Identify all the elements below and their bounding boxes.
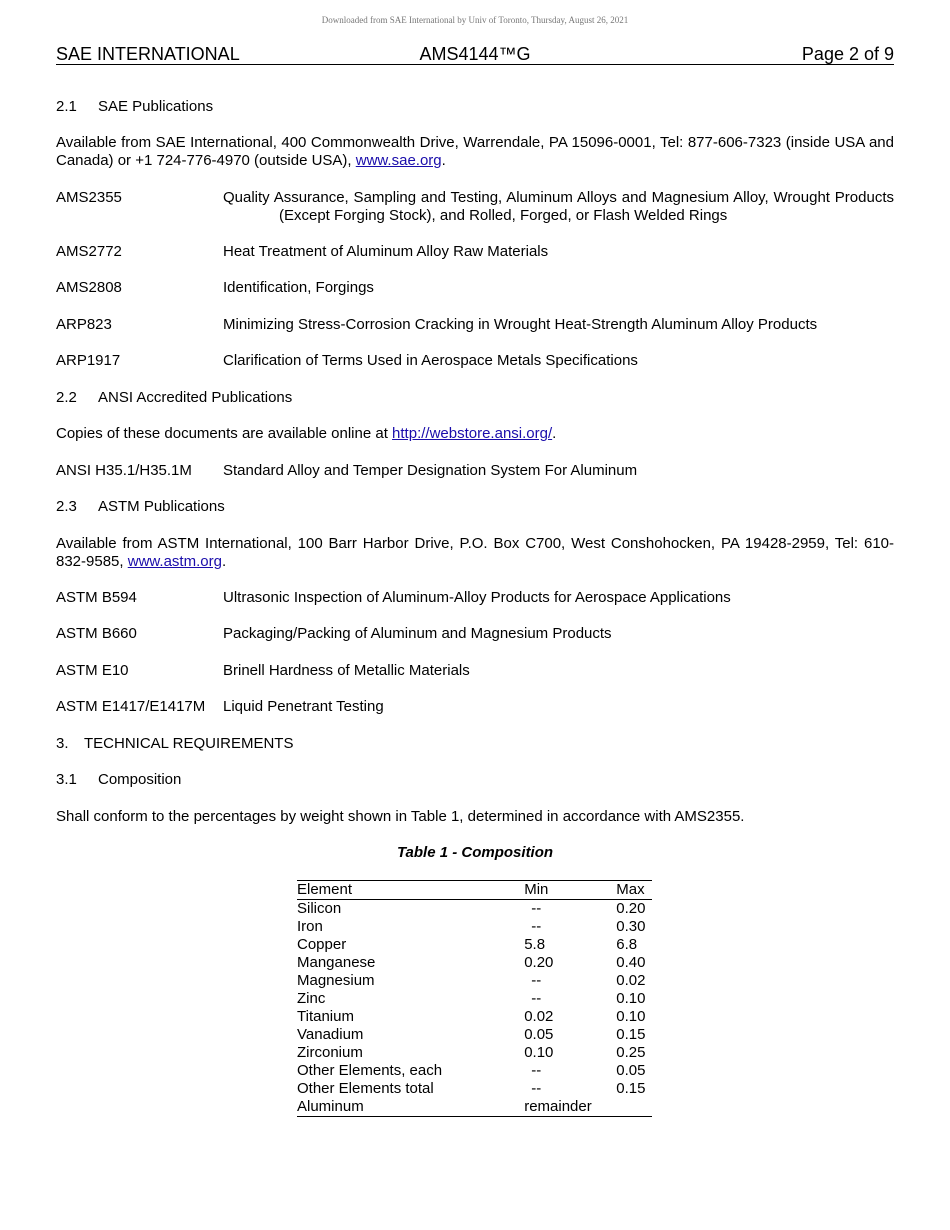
cell-min: 0.02 [524,1008,554,1025]
astm-website-link[interactable]: www.astm.org [127,553,222,570]
cell-max: 0.20 [616,900,646,917]
section-title: SAE Publications [98,98,214,115]
section-title: ASTM Publications [98,498,225,515]
cell-min: -- [531,1062,542,1079]
astm-availability-paragraph [56,535,894,571]
cell-max [616,1098,652,1117]
reference-code: AMS2772 [56,243,122,260]
section-3-1-heading [56,771,181,788]
ansi-availability-text: Copies of these documents are available online at [56,425,393,442]
cell-max: 0.15 [616,1026,646,1043]
ansi-availability-paragraph [56,425,894,443]
section-title: TECHNICAL REQUIREMENTS [84,735,294,752]
cell-min: 0.20 [524,954,554,971]
cell-min: -- [531,990,542,1007]
reference-title: Minimizing Stress-Corrosion Cracking in Wrought Heat-Strength Aluminum Alloy Products [223,316,818,333]
cell-max: 0.15 [616,1080,646,1097]
period: . [552,425,557,442]
ansi-webstore-link[interactable]: http://webstore.ansi.org/ [392,425,553,442]
reference-code: AMS2355 [56,189,122,206]
cell-min: -- [531,972,542,989]
cell-element: Zirconium [297,1044,363,1061]
sae-availability-paragraph [56,134,894,170]
reference-title: Identification, Forgings [223,279,374,296]
cell-max: 0.25 [616,1044,646,1061]
period: . [441,152,446,169]
cell-max: 6.8 [616,936,638,953]
reference-title: Packaging/Packing of Aluminum and Magnesium Products [223,625,612,642]
cell-max: 0.10 [616,990,646,1007]
reference-code: ANSI H35.1/H35.1M [56,462,192,479]
section-title: ANSI Accredited Publications [98,389,293,406]
reference-title: Quality Assurance, Sampling and Testing, Aluminum Alloys and Magnesium Alloy, Wrought Products (Except Forging Stock), and Rolled, Forged, or Flash Welded Rings [223,189,894,224]
reference-code: ASTM B660 [56,625,137,642]
reference-code: AMS2808 [56,279,122,296]
cell-min: 5.8 [524,936,546,953]
reference-title: Brinell Hardness of Metallic Materials [223,662,470,679]
reference-title: Clarification of Terms Used in Aerospace Metals Specifications [223,352,638,369]
table-row [297,1026,652,1044]
column-header-min: Min [524,881,616,900]
composition-table [297,880,652,1117]
table-row [297,1008,652,1026]
sae-availability-text: Available from SAE International, 400 Commonwealth Drive, Warrendale, PA 15096-0001, Tel: 877-606-7323 (inside USA and Canada) or +1 724-776-4970 (outside USA), [56,134,894,169]
cell-min: -- [531,918,542,935]
section-2-3-heading [56,498,225,515]
reference-title: Standard Alloy and Temper Designation System For Aluminum [223,462,638,479]
cell-min: 0.10 [524,1044,554,1061]
section-3-heading [56,735,293,752]
cell-element: Other Elements, each [297,1062,443,1079]
reference-code: ASTM B594 [56,589,137,606]
cell-min: remainder [524,1098,616,1117]
reference-code: ASTM E1417/E1417M [56,698,206,715]
column-header-max: Max [616,881,652,900]
cell-element: Vanadium [297,1026,364,1043]
table-row [297,1080,652,1098]
cell-element: Iron [297,918,323,935]
header-doc-id: AMS4144™G [419,44,531,64]
cell-element: Zinc [297,990,326,1007]
cell-element: Aluminum [297,1098,524,1117]
section-number: 2.2 [56,389,77,406]
table-row [297,972,652,990]
table-row [297,900,652,919]
cell-min: -- [531,900,542,917]
table-row [297,1044,652,1062]
cell-element: Copper [297,936,347,953]
download-notice: Downloaded from SAE International by Univ of Toronto, Thursday, August 26, 2021 [321,15,629,25]
page-header [56,44,894,65]
table-row [297,936,652,954]
section-number: 2.3 [56,498,77,515]
table-title: Table 1 - Composition [396,844,554,861]
table-row [297,1062,652,1080]
period: . [221,553,227,570]
cell-max: 0.05 [616,1062,646,1079]
table-row [297,990,652,1008]
cell-element: Titanium [297,1008,354,1025]
cell-element: Other Elements total [297,1080,434,1097]
header-publisher: SAE INTERNATIONAL [56,44,240,64]
composition-paragraph: Shall conform to the percentages by weight shown in Table 1, determined in accordance with AMS2355. [56,808,745,825]
cell-element: Silicon [297,900,342,917]
table-row [297,1098,652,1117]
section-number: 3. [56,735,69,752]
cell-max: 0.10 [616,1008,646,1025]
reference-code: ASTM E10 [56,662,129,679]
cell-max: 0.30 [616,918,646,935]
cell-min: -- [531,1080,542,1097]
reference-title: Ultrasonic Inspection of Aluminum-Alloy Products for Aerospace Applications [223,589,731,606]
header-page-number: Page 2 of 9 [801,44,894,64]
sae-website-link[interactable]: www.sae.org [355,152,442,169]
table-row [297,918,652,936]
cell-max: 0.02 [616,972,646,989]
section-title: Composition [98,771,182,788]
cell-min: 0.05 [524,1026,554,1043]
section-2-1-heading [56,98,213,115]
table-header-row [297,881,652,900]
reference-title: Heat Treatment of Aluminum Alloy Raw Materials [223,243,549,260]
reference-title: Liquid Penetrant Testing [223,698,384,715]
cell-element: Magnesium [297,972,375,989]
column-header-element: Element [297,881,524,900]
reference-code: ARP823 [56,316,112,333]
section-number: 2.1 [56,98,77,115]
reference-code: ARP1917 [56,352,121,369]
section-number: 3.1 [56,771,77,788]
astm-availability-text: Available from ASTM International, 100 Barr Harbor Drive, P.O. Box C700, West Conshohocken, PA 19428-2959, Tel: 610-832-9585, [56,535,894,570]
table-row [297,954,652,972]
section-2-2-heading [56,389,292,406]
cell-max: 0.40 [616,954,646,971]
cell-element: Manganese [297,954,376,971]
